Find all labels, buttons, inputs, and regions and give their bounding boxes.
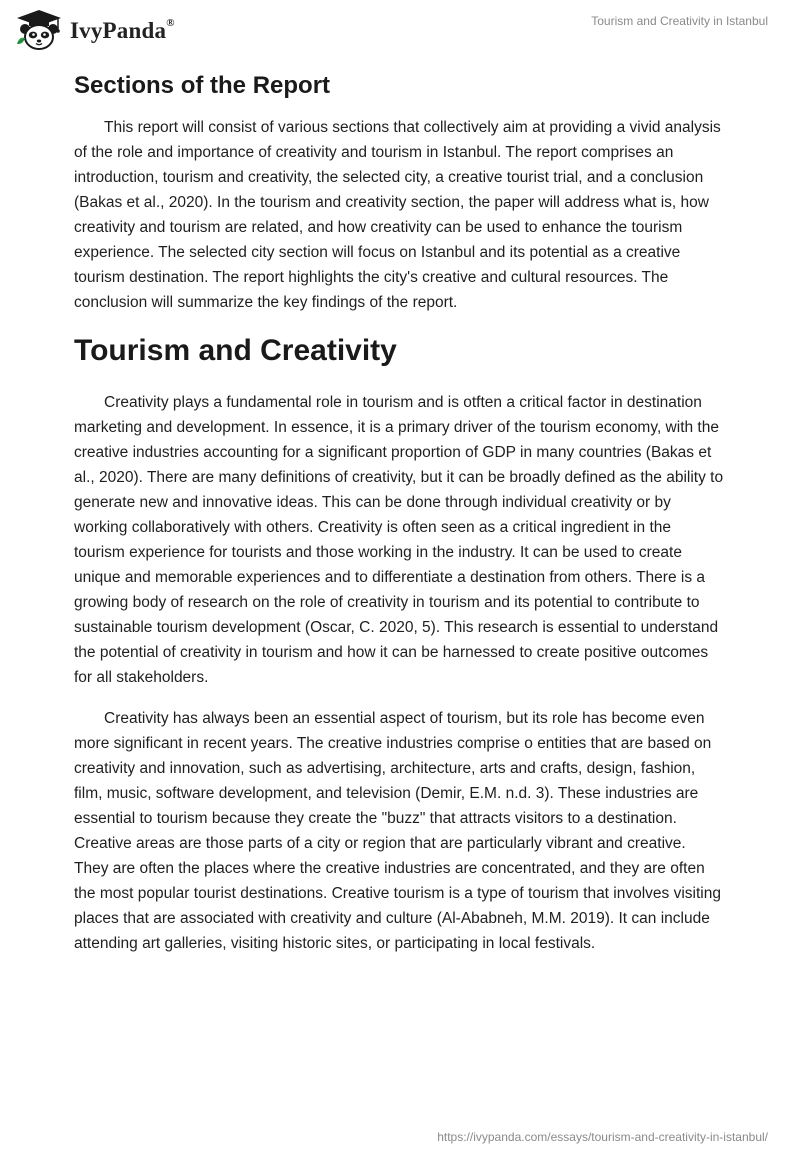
- article-content: [74, 70, 724, 972]
- paragraph: This report will consist of various sections that collectively aim at providing a vivid analysis of the role and importance of creativity and tourism in Istanbul. The report comprises an introduction, tourism and creativity, the selected city, a creative tourist trial, and a conclusion (Bakas et al., 2020). In the tourism and creativity section, the paper will address what is, how creativity and tourism are related, and how creativity can be used to enhance the tourism experience. The selected city section will focus on Istanbul and its potential as a creative tourism destination. The report highlights the city's creative and cultural resources. The conclusion will summarize the key findings of the report.: [74, 119, 721, 312]
- registered-mark: ®: [166, 16, 175, 29]
- brand-name: IvyPanda®: [70, 16, 175, 43]
- page-header: [0, 0, 800, 60]
- source-url[interactable]: https://ivypanda.com/essays/tourism-and-creativity-in-istanbul/: [437, 1130, 768, 1144]
- brand-logo[interactable]: [14, 8, 175, 50]
- paragraph: Creativity plays a fundamental role in tourism and is otften a critical factor in destination marketing and development. In essence, it is a primary driver of the tourism economy, with the creative industries accounting for a significant proportion of GDP in many countries (Bakas et al., 2020). There are many definitions of creativity, but it can be broadly defined as the ability to generate new and innovative ideas. This can be done through individual creativity or by working collaboratively with others. Creativity is often seen as a critical ingredient in the tourism experience for tourists and those working in the industry. It can be used to create unique and memorable experiences and to differentiate a destination from others. There is a growing body of research on the role of creativity in tourism and its potential to contribute to sustainable tourism development (Oscar, C. 2020, 5). This research is essential to understand the potential of creativity in tourism and how it can be harnessed to create positive outcomes for all stakeholders.: [74, 394, 724, 687]
- paragraph: Creativity has always been an essential aspect of tourism, but its role has become even more significant in recent years. The creative industries comprise o entities that are based on creativity and innovation, such as advertising, architecture, arts and crafts, design, fashion, film, music, software development, and television (Demir, E.M. n.d. 3). These industries are essential to tourism because they create the "buzz" that attracts visitors to a destination. Creative areas are those parts of a city or region that are particularly vibrant and creative. They are often the places where the creative industries are concentrated, and they are often the most popular tourist destinations. Creative tourism is a type of tourism that involves visiting places that are associated with creativity and culture (Al-Ababneh, M.M. 2019). It can include attending art galleries, visiting historic sites, or participating in local festivals.: [74, 710, 721, 953]
- section-heading-sections-of-report: Sections of the Report: [74, 72, 331, 99]
- panda-graduate-icon: [14, 8, 64, 50]
- document-title: Tourism and Creativity in Istanbul: [591, 14, 768, 28]
- section-heading-tourism-and-creativity: Tourism and Creativity: [74, 334, 397, 368]
